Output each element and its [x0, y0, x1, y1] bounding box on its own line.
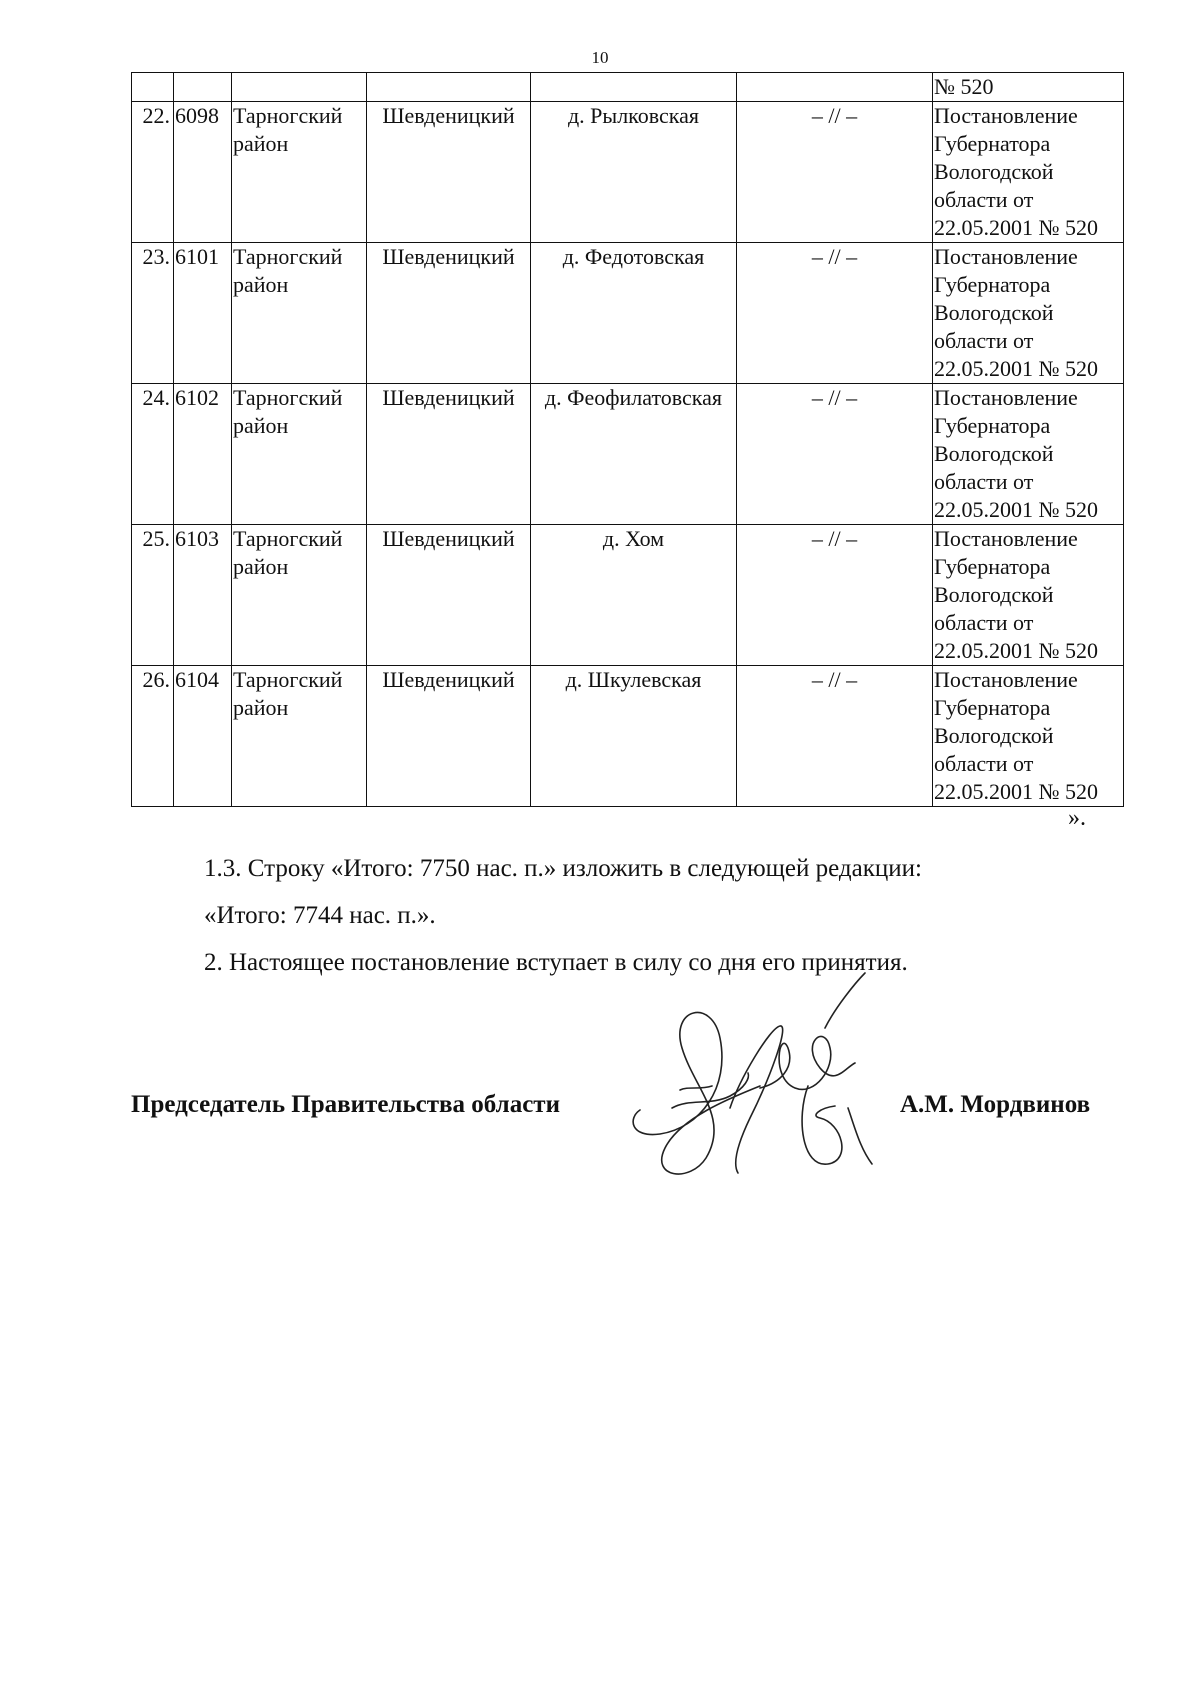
cell-district: Тарногский район: [232, 525, 367, 666]
cell-basis: № 520: [933, 73, 1124, 102]
cell-settlement: д. Федотовская: [531, 243, 737, 384]
cell-mark: – // –: [737, 666, 933, 807]
cell-settlement: д. Феофилатовская: [531, 384, 737, 525]
table-row: [132, 666, 1124, 807]
table-row-continuation: [132, 73, 1124, 102]
cell-basis: Постановление Губернатора Вологодской области от 22.05.2001 № 520: [933, 102, 1124, 243]
cell-code: 6102: [174, 384, 232, 525]
cell-mark: – // –: [737, 243, 933, 384]
cell-council: Шевденицкий: [367, 384, 531, 525]
cell-mark: – // –: [737, 525, 933, 666]
signatory-title: Председатель Правительства области: [131, 1091, 560, 1118]
handwritten-signature: [620, 968, 890, 1198]
cell-settlement: д. Хом: [531, 525, 737, 666]
settlements-table: [131, 72, 1124, 807]
cell-code: 6103: [174, 525, 232, 666]
cell-mark: [737, 73, 933, 102]
cell-settlement: [531, 73, 737, 102]
cell-code: 6101: [174, 243, 232, 384]
cell-num: [132, 73, 174, 102]
cell-num: 25.: [132, 525, 174, 666]
table-row: [132, 102, 1124, 243]
paragraph-total: «Итого: 7744 нас. п.».: [204, 902, 436, 929]
cell-basis: Постановление Губернатора Вологодской области от 22.05.2001 № 520: [933, 666, 1124, 807]
cell-settlement: д. Шкулевская: [531, 666, 737, 807]
cell-num: 24.: [132, 384, 174, 525]
cell-num: 26.: [132, 666, 174, 807]
cell-code: [174, 73, 232, 102]
cell-code: 6104: [174, 666, 232, 807]
cell-district: Тарногский район: [232, 384, 367, 525]
cell-council: Шевденицкий: [367, 525, 531, 666]
table-body: [132, 73, 1124, 807]
cell-council: Шевденицкий: [367, 102, 531, 243]
cell-council: Шевденицкий: [367, 243, 531, 384]
page-number: 10: [591, 48, 609, 67]
closing-quote: ».: [1068, 805, 1086, 831]
table-row: [132, 525, 1124, 666]
cell-council: [367, 73, 531, 102]
cell-district: Тарногский район: [232, 666, 367, 807]
signatory-name: А.М. Мордвинов: [900, 1091, 1091, 1118]
cell-basis: Постановление Губернатора Вологодской области от 22.05.2001 № 520: [933, 525, 1124, 666]
table-row: [132, 384, 1124, 525]
cell-basis: Постановление Губернатора Вологодской области от 22.05.2001 № 520: [933, 243, 1124, 384]
paragraph-1-3: 1.3. Строку «Итого: 7750 нас. п.» изложить в следующей редакции:: [204, 855, 922, 882]
cell-num: 22.: [132, 102, 174, 243]
table-row: [132, 243, 1124, 384]
cell-num: 23.: [132, 243, 174, 384]
cell-basis: Постановление Губернатора Вологодской области от 22.05.2001 № 520: [933, 384, 1124, 525]
cell-code: 6098: [174, 102, 232, 243]
cell-mark: – // –: [737, 384, 933, 525]
cell-district: Тарногский район: [232, 102, 367, 243]
paragraph-2: 2. Настоящее постановление вступает в силу со дня его принятия.: [204, 949, 908, 976]
cell-council: Шевденицкий: [367, 666, 531, 807]
cell-district: Тарногский район: [232, 243, 367, 384]
cell-mark: – // –: [737, 102, 933, 243]
cell-settlement: д. Рылковская: [531, 102, 737, 243]
cell-district: [232, 73, 367, 102]
